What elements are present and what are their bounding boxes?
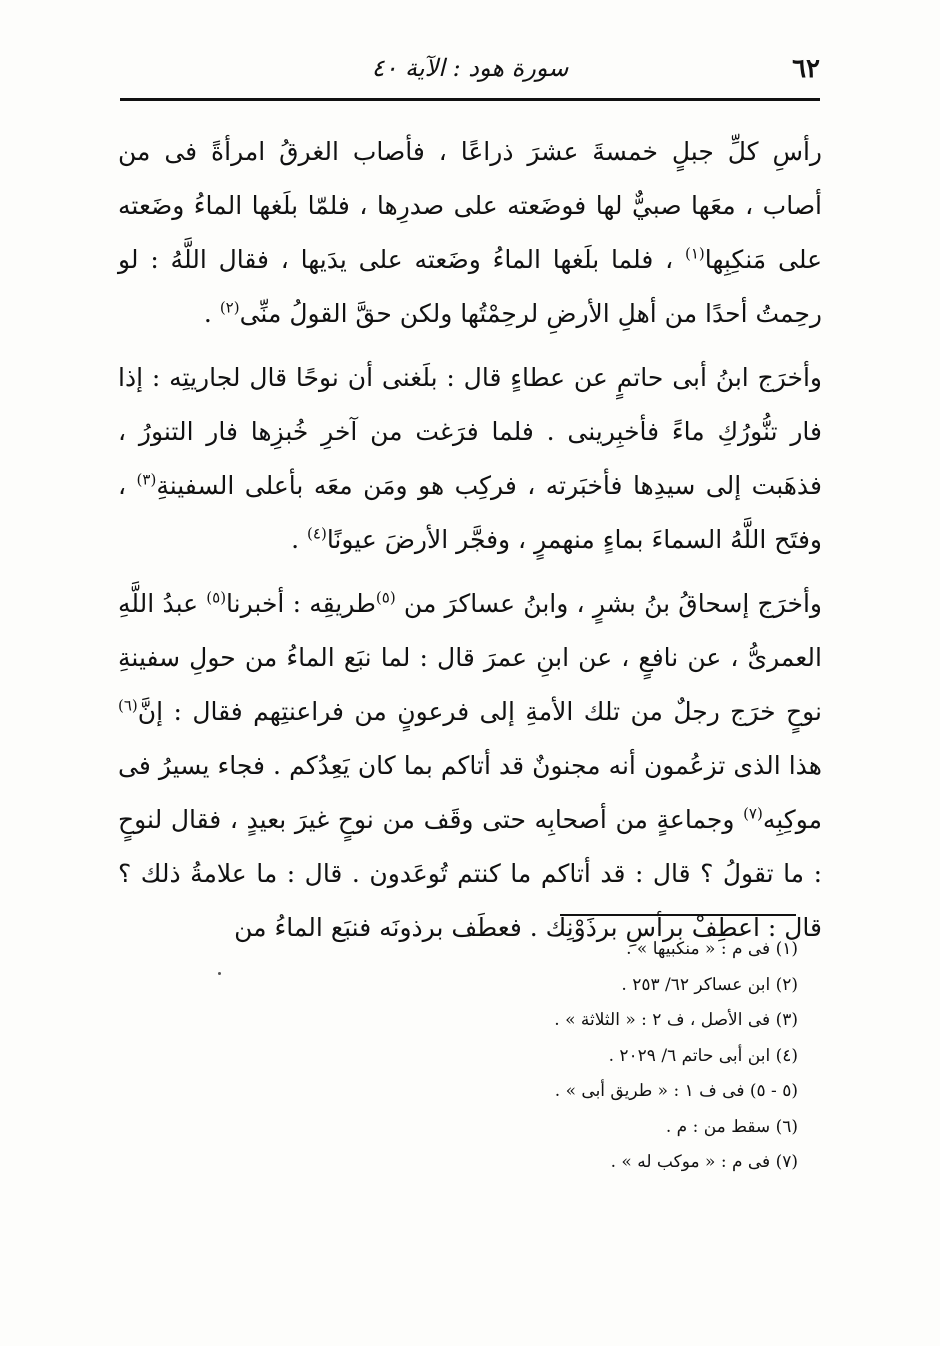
footnote: (٤) ابن أبى حاتم ٦/ ٢٠٢٩ .: [608, 1045, 798, 1066]
footnote-marker: (١): [684, 244, 705, 263]
paragraph-text: هذا الذى تزعُمون أنه مجنونٌ قد أتاكم بما كان يَعِدُكم . فجاء يسيرُ فى موكِبِه: [118, 751, 822, 834]
paragraph-text: وأخرَج ابنُ أبى حاتمٍ عن عطاءٍ قال : بلَغنى أن نوحًا قال لجاريتِه : إذا فار تنُّورُكِ ماءً فأخبِرينى . فلما فرَغت من آخرِ خُبزِها فار التنورُ ، فذهَبت إلى سيدِها فأخبَرته ، فركِب هو ومَن معَه بأعلى السفينةِ: [118, 363, 823, 500]
paragraph-text: عبدُ اللَّهِ العمرىُّ ، عن نافعٍ ، عن ابنِ عمرَ قال : لما نبَع الماءُ من حولِ سفينةِ نوحٍ خرَج رجلٌ من تلك الأمةِ إلى فرعونٍ من فراعنتِهم فقال : إنَّ: [118, 589, 822, 726]
footnote-marker: (٥): [206, 588, 227, 607]
footnote-marker: (٧): [743, 804, 763, 823]
footnote-marker: (٣): [136, 470, 157, 489]
scan-speck: [218, 972, 221, 975]
paragraph-text: وأخرَج إسحاقُ بنُ بشرٍ ، وابنُ عساكرَ من: [395, 589, 822, 618]
page-number: ٦٢: [792, 54, 820, 84]
paragraph-text: ، فلما بلَغها الماءُ وضَعته على يدَيها ، فقال اللَّهُ : لو رحِمتُ أحدًا من أهلِ الأرضِ لرحِمْتُها ولكن حقَّ القولُ منِّى: [118, 245, 822, 328]
footnotes: [318, 932, 798, 1181]
footnote: (٣) فى الأصل ، ف ٢ : « الثلاثة » .: [554, 1010, 798, 1030]
paragraph-text: رأسِ كلِّ جبلٍ خمسةَ عشرَ ذراعًا ، فأصاب الغرقُ امرأةً فى من أصاب ، معَها صبيٌّ لها فوضَعته على صدرِها ، فلمّا بلَغها الماءُ وضَعته على مَنكِبِها: [118, 137, 823, 274]
main-text: [118, 125, 822, 955]
footnote-rule: [560, 914, 796, 916]
header-rule: [120, 98, 820, 101]
footnote-marker: (٢): [219, 298, 240, 317]
footnote: (١) فى م : « منكبيها » .: [626, 939, 798, 959]
footnote-marker: (٥): [375, 588, 396, 607]
footnote: (٦) سقط من : م .: [665, 1116, 798, 1137]
footnote: (٥ - ٥) فى ف ١ : « طريق أبى » .: [554, 1081, 798, 1101]
paragraph-text: ، وفتَح اللَّهُ السماءَ بماءٍ منهمرٍ ، وفجَّر الأرضَ عيونًا: [118, 471, 822, 554]
paragraph-text: طريقِه : أخبرنا: [226, 589, 376, 618]
paragraph: [118, 351, 822, 567]
paragraph-text: .: [291, 525, 308, 554]
footnote-marker: (٦): [118, 696, 138, 715]
running-head: سورة هود : الآية ٤٠: [371, 54, 569, 82]
footnote: (٢) ابن عساكر ٦٢/ ٢٥٣ .: [621, 974, 798, 995]
paragraph: [118, 577, 822, 955]
footnote-marker: (٤): [307, 524, 327, 543]
paragraph-text: .: [203, 299, 220, 328]
page-header: [120, 48, 820, 92]
footnote: (٧) فى م : « موكب له » .: [610, 1152, 798, 1172]
paragraph-text: وجماعةٍ من أصحابِه حتى وقَف من نوحٍ غيرَ بعيدٍ ، فقال لنوحٍ : ما تقولُ ؟ قال : قد أتاكم ما كنتم تُوعَدون . قال : ما علامةُ ذلك ؟ قال : اعطِفْ برأسِ برذَوْنِك . فعطَف برذونَه فنبَع الماءُ من: [118, 805, 822, 942]
paragraph: [118, 125, 822, 341]
